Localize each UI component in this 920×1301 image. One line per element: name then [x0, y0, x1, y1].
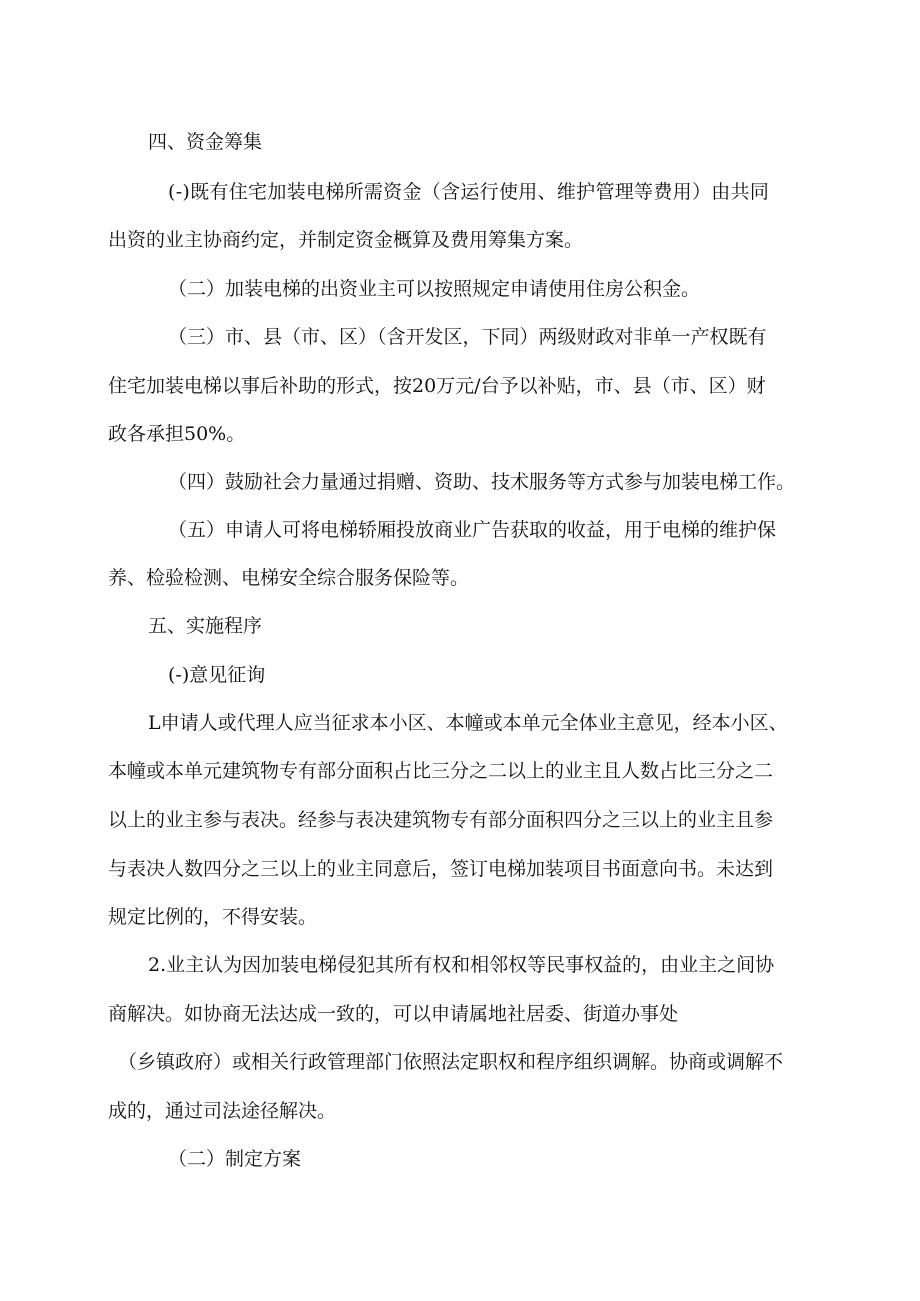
- paragraph-line: (-)既有住宅加装电梯所需资金（含运行使用、维护管理等费用）由共同: [168, 181, 770, 203]
- paragraph-line: L申请人或代理人应当征求本小区、本幢或本单元全体业主意见，经本小区、: [148, 712, 788, 734]
- section-heading-funding: 四、资金筹集: [148, 131, 263, 153]
- paragraph-line: （四）鼓励社会力量通过捐赠、资助、技术服务等方式参与加装电梯工作。: [168, 471, 796, 493]
- paragraph-line: 规定比例的，不得安装。: [108, 906, 318, 928]
- paragraph-line: 养、检验检测、电梯安全综合服务保险等。: [108, 567, 470, 589]
- paragraph-line: （二）加装电梯的出资业主可以按照规定申请使用住房公积金。: [168, 278, 701, 300]
- paragraph-line: 商解决。如协商无法达成一致的，可以申请属地社居委、街道办事处: [108, 1003, 679, 1025]
- paragraph-line: （五）申请人可将电梯轿厢投放商业广告获取的收益，用于电梯的维护保: [168, 519, 777, 541]
- paragraph-line: （乡镇政府）或相关行政管理部门依照法定职权和程序组织调解。协商或调解不: [118, 1051, 784, 1073]
- paragraph-line: 与表决人数四分之三以上的业主同意后，签订电梯加装项目书面意向书。未达到: [108, 858, 774, 880]
- subsection-heading: (-)意见征询: [168, 664, 266, 686]
- paragraph-line: （三）市、县（市、区）（含开发区，下同）两级财政对非单一产权既有: [168, 326, 767, 348]
- paragraph-line: 成的，通过司法途径解决。: [108, 1100, 337, 1122]
- paragraph-line: 出资的业主协商约定，并制定资金概算及费用筹集方案。: [108, 229, 584, 251]
- section-heading-procedure: 五、实施程序: [148, 615, 263, 637]
- paragraph-line: 2.业主认为因加装电梯侵犯其所有权和相邻权等民事权益的，由业主之间协: [148, 954, 775, 976]
- subsection-heading: （二）制定方案: [168, 1148, 302, 1170]
- paragraph-line: 以上的业主参与表决。经参与表决建筑物专有部分面积四分之三以上的业主且参: [108, 809, 774, 831]
- paragraph-line: 政各承担50%。: [108, 423, 246, 445]
- paragraph-line: 住宅加装电梯以事后补助的形式，按20万元/台予以补贴，市、县（市、区）财: [108, 375, 766, 397]
- paragraph-line: 本幢或本单元建筑物专有部分面积占比三分之二以上的业主且人数占比三分之二: [108, 760, 774, 782]
